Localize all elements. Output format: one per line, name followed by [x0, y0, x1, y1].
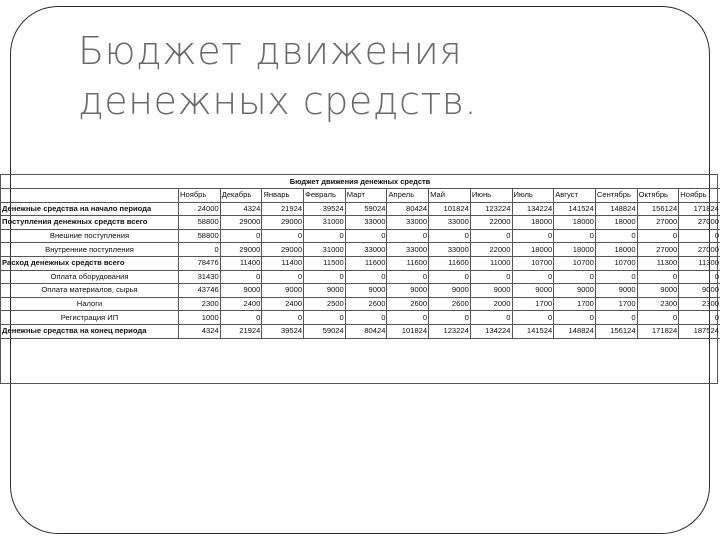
value-cell: 134224: [512, 202, 554, 216]
value-cell: 11300: [679, 256, 720, 270]
value-cell: 18000: [512, 216, 554, 230]
value-cell: 1700: [554, 297, 596, 311]
value-cell: 31000: [304, 243, 346, 257]
value-cell: 2300: [179, 297, 221, 311]
value-cell: 59024: [304, 324, 346, 338]
value-cell: 78476: [179, 256, 221, 270]
value-cell: 58800: [179, 229, 221, 243]
value-cell: 0: [387, 311, 429, 325]
value-cell: 0: [679, 270, 720, 284]
value-cell: 11400: [220, 256, 262, 270]
table-row: [1, 243, 720, 257]
value-cell: 10700: [554, 256, 596, 270]
value-cell: 9000: [429, 284, 471, 298]
value-cell: 11600: [429, 256, 471, 270]
row-label: Внутренние поступления: [1, 243, 179, 257]
value-cell: 0: [595, 270, 637, 284]
value-cell: 0: [304, 270, 346, 284]
value-cell: 187524: [679, 324, 720, 338]
value-cell: 27000: [679, 216, 720, 230]
value-cell: 33000: [387, 243, 429, 257]
table-caption: Бюджет движения денежных средств: [289, 177, 431, 186]
value-cell: 39524: [262, 324, 304, 338]
table-row: [1, 216, 720, 230]
table-row: [1, 202, 720, 216]
month-header: Февраль: [304, 189, 346, 203]
month-header: Ноябрь: [679, 189, 720, 203]
value-cell: 0: [262, 270, 304, 284]
value-cell: 148824: [554, 324, 596, 338]
table-row: [1, 229, 720, 243]
row-label: Денежные средства на конец периода: [1, 324, 179, 338]
value-cell: 156124: [595, 324, 637, 338]
value-cell: 2600: [387, 297, 429, 311]
value-cell: 2000: [470, 297, 512, 311]
value-cell: 21924: [220, 324, 262, 338]
value-cell: 43746: [179, 284, 221, 298]
value-cell: 31000: [304, 216, 346, 230]
value-cell: 0: [554, 311, 596, 325]
value-cell: 0: [387, 229, 429, 243]
value-cell: 33000: [429, 243, 471, 257]
slide-title: Бюджет движения денежных средств.: [78, 29, 478, 123]
value-cell: 9000: [387, 284, 429, 298]
value-cell: 0: [637, 229, 679, 243]
value-cell: 0: [345, 311, 387, 325]
value-cell: 31430: [179, 270, 221, 284]
value-cell: 0: [262, 311, 304, 325]
value-cell: 0: [429, 229, 471, 243]
value-cell: 33000: [345, 216, 387, 230]
value-cell: 27000: [637, 243, 679, 257]
value-cell: 33000: [345, 243, 387, 257]
value-cell: 39524: [304, 202, 346, 216]
value-cell: 1700: [512, 297, 554, 311]
value-cell: 2300: [679, 297, 720, 311]
row-label: Налоги: [1, 297, 179, 311]
value-cell: 2500: [304, 297, 346, 311]
value-cell: 0: [345, 270, 387, 284]
month-header: Март: [345, 189, 387, 203]
value-cell: 9000: [304, 284, 346, 298]
value-cell: 123224: [470, 202, 512, 216]
value-cell: 1000: [179, 311, 221, 325]
budget-table: [0, 188, 720, 339]
value-cell: 59024: [345, 202, 387, 216]
value-cell: 9000: [679, 284, 720, 298]
value-cell: 80424: [345, 324, 387, 338]
value-cell: 0: [679, 229, 720, 243]
value-cell: 9000: [595, 284, 637, 298]
value-cell: 0: [345, 229, 387, 243]
value-cell: 0: [470, 229, 512, 243]
row-label: Расход денежных средств всего: [1, 256, 179, 270]
value-cell: 0: [220, 270, 262, 284]
month-header: Ноябрь: [179, 189, 221, 203]
value-cell: 141524: [554, 202, 596, 216]
value-cell: 0: [304, 311, 346, 325]
table-row: [1, 297, 720, 311]
value-cell: 9000: [637, 284, 679, 298]
month-header: Сентябрь: [595, 189, 637, 203]
value-cell: 18000: [512, 243, 554, 257]
value-cell: 58800: [179, 216, 221, 230]
month-header: Июнь: [470, 189, 512, 203]
value-cell: 10700: [595, 256, 637, 270]
value-cell: 9000: [554, 284, 596, 298]
value-cell: 21924: [262, 202, 304, 216]
row-label: Регистрация ИП: [1, 311, 179, 325]
value-cell: 123224: [429, 324, 471, 338]
value-cell: 9000: [345, 284, 387, 298]
value-cell: 18000: [554, 243, 596, 257]
month-header: Январь: [262, 189, 304, 203]
value-cell: 134224: [470, 324, 512, 338]
value-cell: 0: [554, 229, 596, 243]
value-cell: 11400: [262, 256, 304, 270]
table-header-row: [1, 189, 720, 203]
value-cell: 11500: [304, 256, 346, 270]
value-cell: 101824: [429, 202, 471, 216]
value-cell: 0: [595, 311, 637, 325]
value-cell: 29000: [262, 243, 304, 257]
value-cell: 148824: [595, 202, 637, 216]
value-cell: 141524: [512, 324, 554, 338]
table-row: [1, 284, 720, 298]
value-cell: 0: [429, 270, 471, 284]
value-cell: 29000: [262, 216, 304, 230]
value-cell: 18000: [595, 243, 637, 257]
value-cell: 171824: [637, 324, 679, 338]
row-label: Денежные средства на начало периода: [1, 202, 179, 216]
month-header: Апрель: [387, 189, 429, 203]
value-cell: 11300: [637, 256, 679, 270]
value-cell: 24000: [179, 202, 221, 216]
value-cell: 11600: [387, 256, 429, 270]
value-cell: 0: [179, 243, 221, 257]
month-header: Декабрь: [220, 189, 262, 203]
value-cell: 0: [595, 229, 637, 243]
value-cell: 11000: [470, 256, 512, 270]
value-cell: 0: [637, 270, 679, 284]
value-cell: 156124: [637, 202, 679, 216]
month-header: Октябрь: [637, 189, 679, 203]
table-row: [1, 324, 720, 338]
value-cell: 22000: [470, 243, 512, 257]
value-cell: 4324: [179, 324, 221, 338]
row-label: Поступления денежных средств всего: [1, 216, 179, 230]
value-cell: 2300: [637, 297, 679, 311]
month-header: Август: [554, 189, 596, 203]
row-label: Внешние поступления: [1, 229, 179, 243]
value-cell: 2600: [429, 297, 471, 311]
value-cell: 10700: [512, 256, 554, 270]
value-cell: 9000: [220, 284, 262, 298]
value-cell: 9000: [470, 284, 512, 298]
value-cell: 0: [637, 311, 679, 325]
value-cell: 33000: [387, 216, 429, 230]
value-cell: 0: [512, 229, 554, 243]
value-cell: 0: [262, 229, 304, 243]
table-row: [1, 311, 720, 325]
value-cell: 18000: [554, 216, 596, 230]
row-label: Оплата оборудования: [1, 270, 179, 284]
value-cell: 29000: [220, 243, 262, 257]
header-corner-cell: [1, 189, 179, 203]
month-header: Май: [429, 189, 471, 203]
row-label: Оплата материалов, сырья: [1, 284, 179, 298]
value-cell: 0: [554, 270, 596, 284]
value-cell: 2400: [262, 297, 304, 311]
value-cell: 0: [470, 270, 512, 284]
value-cell: 0: [387, 270, 429, 284]
value-cell: 80424: [387, 202, 429, 216]
value-cell: 9000: [262, 284, 304, 298]
value-cell: 101824: [387, 324, 429, 338]
value-cell: 0: [470, 311, 512, 325]
value-cell: 0: [304, 229, 346, 243]
value-cell: 0: [679, 311, 720, 325]
value-cell: 0: [512, 311, 554, 325]
value-cell: 171824: [679, 202, 720, 216]
value-cell: 18000: [595, 216, 637, 230]
table-row: [1, 270, 720, 284]
month-header: Июль: [512, 189, 554, 203]
value-cell: 33000: [429, 216, 471, 230]
value-cell: 0: [512, 270, 554, 284]
value-cell: 0: [429, 311, 471, 325]
value-cell: 1700: [595, 297, 637, 311]
value-cell: 0: [220, 311, 262, 325]
value-cell: 9000: [512, 284, 554, 298]
table-row: [1, 256, 720, 270]
value-cell: 2600: [345, 297, 387, 311]
value-cell: 27000: [637, 216, 679, 230]
value-cell: 27000: [679, 243, 720, 257]
value-cell: 29000: [220, 216, 262, 230]
value-cell: 0: [220, 229, 262, 243]
value-cell: 2400: [220, 297, 262, 311]
value-cell: 11600: [345, 256, 387, 270]
value-cell: 4324: [220, 202, 262, 216]
value-cell: 22000: [470, 216, 512, 230]
